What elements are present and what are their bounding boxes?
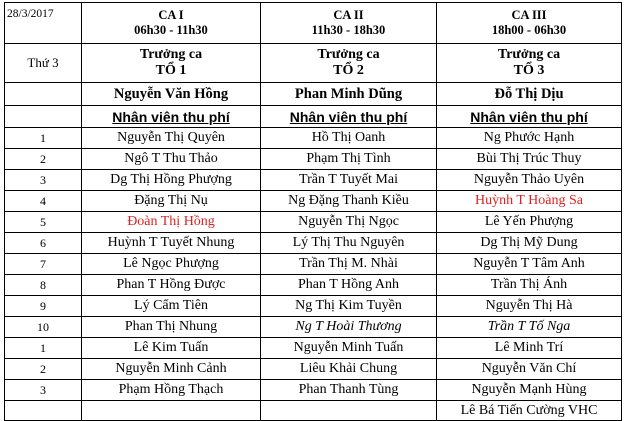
staff-row [5,128,622,149]
staff-heading-3: Nhân viên thu phí [437,106,622,128]
team-2-label: TỔ 2 [333,63,364,78]
row-number: 10 [5,317,82,338]
blank-cell [5,83,82,106]
team-1-header [82,44,261,83]
shift-2-staff: Lý Thị Thu Nguyên [261,233,437,254]
shift-1-staff: Lý Cẩm Tiên [82,296,261,317]
shift-1-staff: Lê Ngọc Phượng [82,254,261,275]
shift-2-staff: Trần T Tuyết Mai [261,170,437,191]
shift-3-staff: Ng Phước Hạnh [437,128,622,149]
shift-2-time: 11h30 - 18h30 [311,23,386,37]
staff-row [5,233,622,254]
shift-3-staff: Nguyễn Mạnh Hùng [437,380,622,401]
shift-1-header [82,3,261,44]
shift-3-header [437,3,622,44]
shift-3-staff-highlighted: Huỳnh T Hoàng Sa [437,191,622,212]
staff-row [5,275,622,296]
shift-3-staff-italic: Trần T Tố Nga [437,317,622,338]
row-number: 1 [5,128,82,149]
leader-title-1: Trưởng ca [139,47,203,62]
shift-3-name: CA III [511,8,547,22]
shift-3-staff: Nguyễn Thảo Uyên [437,170,622,191]
staff-row [5,254,622,275]
team-1-label: TỔ 1 [155,63,187,78]
row-number: 3 [5,380,82,401]
leader-name-3: Đỗ Thị Dịu [437,83,622,106]
shift-1-staff: Ngô T Thu Thảo [82,149,261,170]
shift-2-staff: Hồ Thị Oanh [261,128,437,149]
shift-3-staff: Lê Yến Phượng [437,212,622,233]
row-number: 4 [5,191,82,212]
shift-1-staff: Dg Thị Hồng Phượng [82,170,261,191]
staff-row [5,170,622,191]
shift-2-name: CA II [333,8,364,22]
blank-cell [5,106,82,128]
staff-row [5,359,622,380]
shift-2-staff: Liêu Khải Chung [261,359,437,380]
shift-3-staff: Bùi Thị Trúc Thuy [437,149,622,170]
row-number [5,401,82,421]
staff-row [5,296,622,317]
shift-2-staff: Nguyễn Minh Tuấn [261,338,437,359]
row-number: 9 [5,296,82,317]
team-3-label: TỔ 3 [513,63,545,78]
shift-3-staff: Nguyễn T Tâm Anh [437,254,622,275]
shift-roster-table [4,2,622,421]
shift-2-staff: Ng Đặng Thanh Kiều [261,191,437,212]
leader-title-3: Trưởng ca [497,47,561,62]
shift-2-header [261,3,437,44]
shift-1-staff-highlighted: Đoàn Thị Hồng [82,212,261,233]
shift-2-staff [261,401,437,421]
shift-3-staff: Nguyễn Thị Hà [437,296,622,317]
shift-3-staff: Lê Minh Trí [437,338,622,359]
leader-name-2: Phan Minh Dũng [261,83,437,106]
shift-2-staff: Trần Thị M. Nhài [261,254,437,275]
team-3-header [437,44,622,83]
date-cell: 28/3/2017 [5,3,82,44]
shift-1-staff [82,401,261,421]
shift-2-staff: Ng Thị Kim Tuyền [261,296,437,317]
team-leader-title-row [5,44,622,83]
row-number: 2 [5,359,82,380]
staff-heading-2: Nhân viên thu phí [261,106,437,128]
shift-1-staff: Nguyễn Thị Quyên [82,128,261,149]
shift-1-staff: Phan T Hồng Được [82,275,261,296]
shift-1-staff: Đặng Thị Nụ [82,191,261,212]
row-number: 5 [5,212,82,233]
shift-1-staff: Lê Kim Tuấn [82,338,261,359]
shift-3-staff: Dg Thị Mỹ Dung [437,233,622,254]
staff-row [5,212,622,233]
row-number: 1 [5,338,82,359]
shift-3-staff: Nguyễn Văn Chí [437,359,622,380]
row-number: 8 [5,275,82,296]
shift-1-name: CA I [158,8,184,22]
staff-heading-1: Nhân viên thu phí [82,106,261,128]
shift-3-staff: Trần Thị Ánh [437,275,622,296]
shift-3-time: 18h00 - 06h30 [491,23,567,37]
row-number: 7 [5,254,82,275]
leader-name-row [5,83,622,106]
shift-header-row [5,3,622,44]
shift-1-staff: Huỳnh T Tuyết Nhung [82,233,261,254]
shift-2-staff: Phan Thanh Tùng [261,380,437,401]
leader-title-2: Trưởng ca [317,47,380,62]
shift-1-time: 06h30 - 11h30 [134,23,208,37]
leader-name-1: Nguyễn Văn Hồng [82,83,261,106]
staff-row [5,149,622,170]
shift-2-staff: Phan T Hồng Anh [261,275,437,296]
staff-heading-row [5,106,622,128]
shift-2-staff: Phạm Thị Tình [261,149,437,170]
staff-row [5,338,622,359]
row-number: 2 [5,149,82,170]
shift-1-staff: Phạm Hồng Thạch [82,380,261,401]
row-number: 6 [5,233,82,254]
staff-row [5,401,622,421]
shift-1-staff: Nguyễn Minh Cảnh [82,359,261,380]
shift-2-staff: Nguyễn Thị Ngọc [261,212,437,233]
staff-row [5,380,622,401]
staff-row [5,317,622,338]
shift-2-staff-italic: Ng T Hoài Thương [261,317,437,338]
day-cell: Thứ 3 [5,44,82,83]
shift-3-staff: Lê Bá Tiến Cường VHC [437,401,622,421]
staff-row [5,191,622,212]
row-number: 3 [5,170,82,191]
shift-1-staff: Phan Thị Nhung [82,317,261,338]
team-2-header [261,44,437,83]
